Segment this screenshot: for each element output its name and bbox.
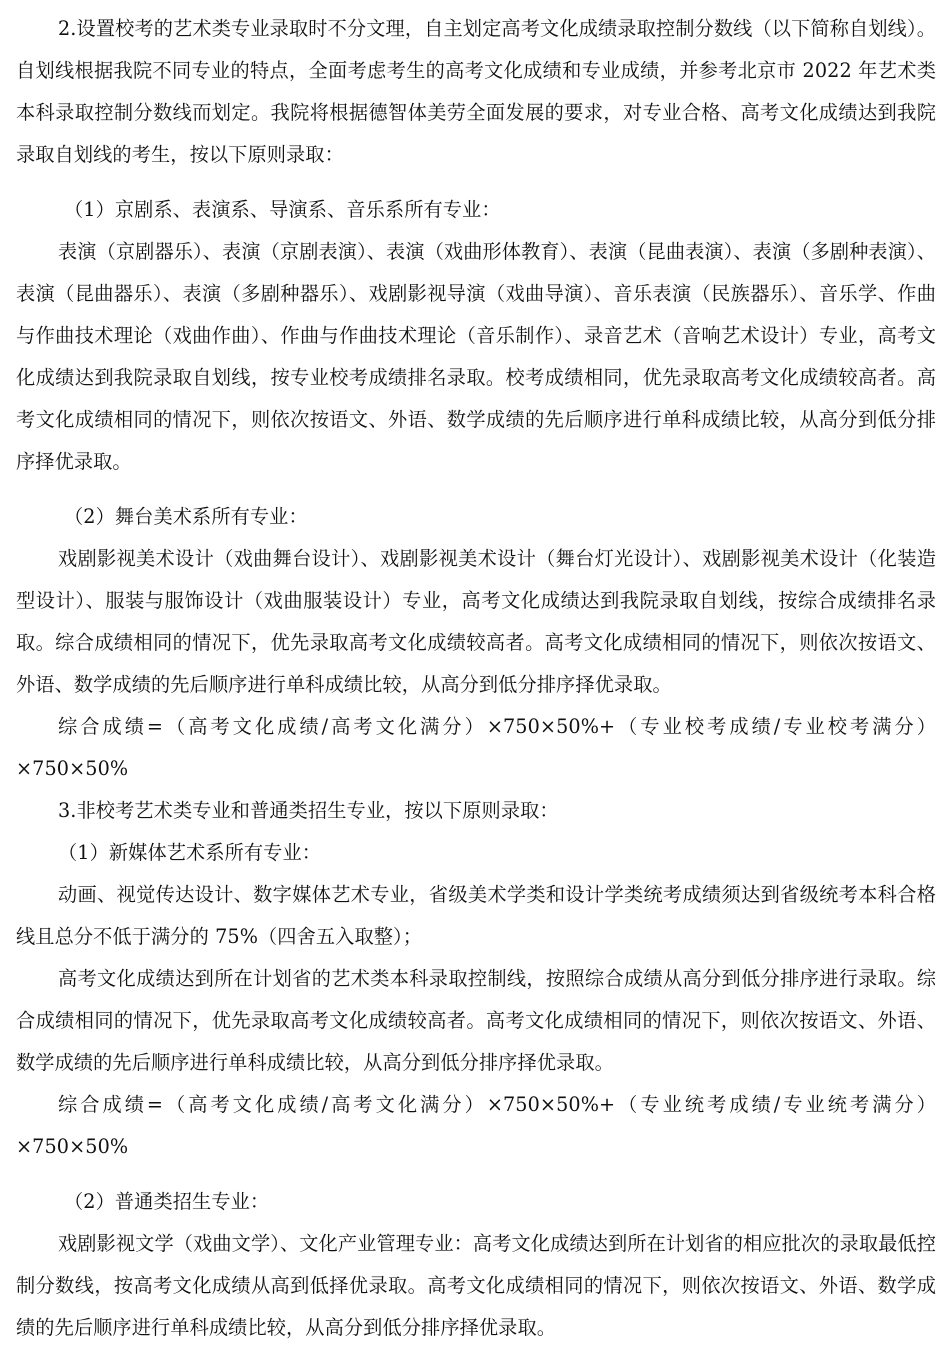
paragraph-section-2-majors: 戏剧影视美术设计（戏曲舞台设计）、戏剧影视美术设计（舞台灯光设计）、戏剧影视美术设计（化装造型设计）、服装与服饰设计（戏曲服装设计）专业，高考文化成绩达到我院录取自划线，按综合成绩排名录取。综合成绩相同的情况下，优先录取高考文化成绩较高者。高考文化成绩相同的情况下，则依次按语文、外语、数学成绩的先后顺序进行单科成绩比较，从高分到低分排序择优录取。 — [16, 547, 936, 696]
paragraph-new-media-admission: 高考文化成绩达到所在计划省的艺术类本科录取控制线，按照综合成绩从高分到低分排序进行录取。综合成绩相同的情况下，优先录取高考文化成绩较高者。高考文化成绩相同的情况下，则依次按语文、外语、数学成绩的先后顺序进行单科成绩比较，从高分到低分排序择优录取。 — [16, 967, 936, 1074]
formula-composite-score-unified-exam: 综合成绩=（高考文化成绩/高考文化满分）×750×50%+（专业统考成绩/专业统考满分）×750×50% — [16, 1093, 936, 1158]
paragraph-general-admission: 戏剧影视文学（戏曲文学）、文化产业管理专业：高考文化成绩达到所在计划省的相应批次的录取最低控制分数线，按高考文化成绩从高到低择优录取。高考文化成绩相同的情况下，则依次按语文、外语、数学成绩的先后顺序进行单科成绩比较，从高分到低分排序择优录取。 — [16, 1232, 936, 1339]
paragraph-admission-principle-3: 3.非校考艺术类专业和普通类招生专业，按以下原则录取： — [58, 799, 559, 822]
paragraph-new-media-requirements: 动画、视觉传达设计、数字媒体艺术专业，省级美术学类和设计学类统考成绩须达到省级统考本科合格线且总分不低于满分的 75%（四舍五入取整）； — [16, 883, 936, 948]
heading-section-1: （1）京剧系、表演系、导演系、音乐系所有专业： — [64, 198, 501, 221]
heading-section-3-1: （1）新媒体艺术系所有专业： — [58, 841, 322, 864]
document-body — [16, 0, 936, 1349]
heading-section-2: （2）舞台美术系所有专业： — [64, 505, 308, 528]
paragraph-admission-principle-2: 2.设置校考的艺术类专业录取时不分文理，自主划定高考文化成绩录取控制分数线（以下简称自划线）。自划线根据我院不同专业的特点，全面考虑考生的高考文化成绩和专业成绩，并参考北京市 2022 年艺术类本科录取控制分数线而划定。我院将根据德智体美劳全面发展的要求，对专业合格、高考文化成绩达到我院录取自划线的考生，按以下原则录取： — [16, 17, 936, 166]
formula-composite-score-school-exam: 综合成绩=（高考文化成绩/高考文化满分）×750×50%+（专业校考成绩/专业校考满分）×750×50% — [16, 715, 936, 780]
heading-section-3-2: （2）普通类招生专业： — [64, 1190, 270, 1213]
paragraph-section-1-majors: 表演（京剧器乐）、表演（京剧表演）、表演（戏曲形体教育）、表演（昆曲表演）、表演（多剧种表演）、表演（昆曲器乐）、表演（多剧种器乐）、戏剧影视导演（戏曲导演）、音乐表演（民族器乐）、音乐学、作曲与作曲技术理论（戏曲作曲）、作曲与作曲技术理论（音乐制作）、录音艺术（音响艺术设计）专业，高考文化成绩达到我院录取自划线，按专业校考成绩排名录取。校考成绩相同，优先录取高考文化成绩较高者。高考文化成绩相同的情况下，则依次按语文、外语、数学成绩的先后顺序进行单科成绩比较，从高分到低分排序择优录取。 — [16, 240, 936, 473]
